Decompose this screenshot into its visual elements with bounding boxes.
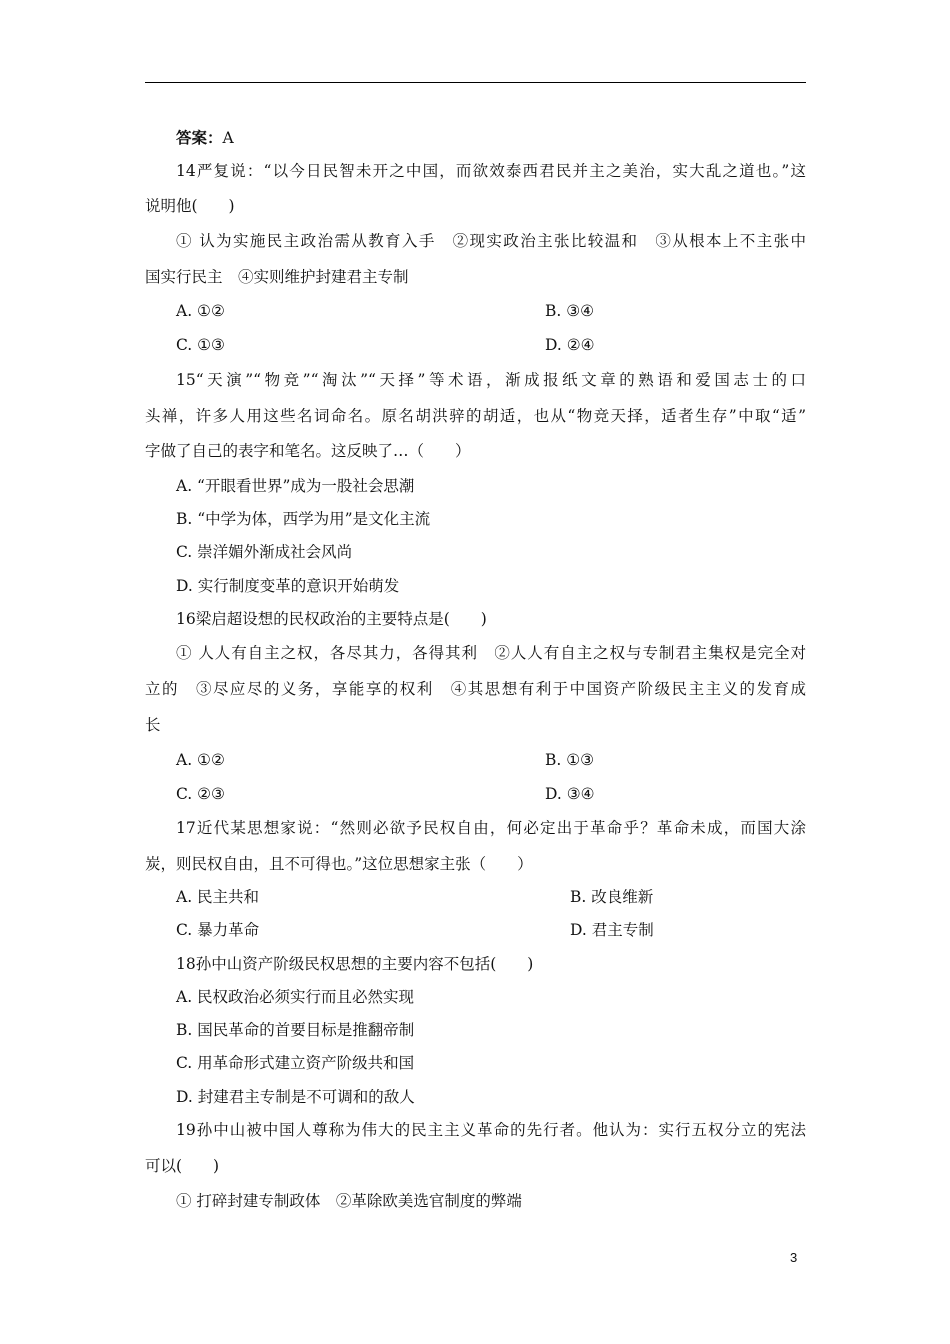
q15-option-b[interactable]: B. “中学为体，西学为用”是文化主流 [176,510,431,528]
q16-option-d[interactable]: D. ③④ [545,785,595,803]
q14-option-c[interactable]: C. ①③ [176,336,225,354]
q19-stem-line2: 可以( ) [145,1157,220,1175]
q19-stem-line1: 19孙中山被中国人尊称为伟大的民主主义革命的先行者。他认为：实行五权分立的宪法 [176,1121,806,1139]
q16-option-b[interactable]: B. ①③ [545,751,595,769]
q16-option-c[interactable]: C. ②③ [176,785,225,803]
q17-option-b[interactable]: B. 改良维新 [570,888,654,906]
page-number: 3 [790,1250,798,1265]
q15-stem-line3: 字做了自己的表字和笔名。这反映了…（ ） [145,442,471,460]
answer-value: A [222,129,234,147]
q16-option-a[interactable]: A. ①② [176,751,225,769]
q14-option-d[interactable]: D. ②④ [545,336,595,354]
q14-statements-line2: 国实行民主 ④实则维护封建君主专制 [145,268,409,286]
q17-option-c[interactable]: C. 暴力革命 [176,921,260,939]
q18-option-b[interactable]: B. 国民革命的首要目标是推翻帝制 [176,1021,415,1039]
q19-statements-line1: ① 打碎封建专制政体 ②革除欧美选官制度的弊端 [176,1192,522,1210]
q18-option-d[interactable]: D. 封建君主专制是不可调和的敌人 [176,1088,415,1106]
q15-option-a[interactable]: A. “开眼看世界”成为一股社会思潮 [176,477,415,495]
answer-line [176,128,234,148]
q14-option-a[interactable]: A. ①② [176,302,225,320]
q14-option-b[interactable]: B. ③④ [545,302,595,320]
q18-option-a[interactable]: A. 民权政治必须实行而且必然实现 [176,988,415,1006]
q18-option-c[interactable]: C. 用革命形式建立资产阶级共和国 [176,1054,415,1072]
q14-stem-line1: 14严复说：“以今日民智未开之中国，而欲效泰西君民并主之美治，实大乱之道也。”这 [176,162,806,180]
q15-stem-line2: 头禅，许多人用这些名词命名。原名胡洪骍的胡适，也从“物竞天择，适者生存”中取“适” [145,407,806,425]
q16-statements-line1: ① 人人有自主之权，各尽其力，各得其利 ②人人有自主之权与专制君主集权是完全对 [176,644,806,662]
q16-stem: 16梁启超设想的民权政治的主要特点是( ) [176,610,487,628]
q17-stem-line2: 炭，则民权自由，且不可得也。”这位思想家主张（ ） [145,855,533,873]
q16-statements-line2: 立的 ③尽应尽的义务，享能享的权利 ④其思想有利于中国资产阶级民主主义的发育成 [145,680,806,698]
q18-stem: 18孙中山资产阶级民权思想的主要内容不包括( ) [176,955,534,973]
header-rule [145,82,806,83]
q17-option-a[interactable]: A. 民主共和 [176,888,260,906]
q15-option-c[interactable]: C. 崇洋媚外渐成社会风尚 [176,543,353,561]
q15-option-d[interactable]: D. 实行制度变革的意识开始萌发 [176,577,400,595]
q16-statements-line3: 长 [145,716,161,734]
q14-statements-line1: ① 认为实施民主政治需从教育入手 ②现实政治主张比较温和 ③从根本上不主张中 [176,232,806,250]
q17-stem-line1: 17近代某思想家说：“然则必欲予民权自由，何必定出于革命乎？革命未成，而国大涂 [176,819,806,837]
answer-label: 答案： [176,128,223,147]
q15-stem-line1: 15“天演”“物竞”“淘汰”“天择”等术语，渐成报纸文章的熟语和爱国志士的口 [176,371,806,389]
q17-option-d[interactable]: D. 君主专制 [570,921,654,939]
q14-stem-line2: 说明他( ) [145,197,235,215]
